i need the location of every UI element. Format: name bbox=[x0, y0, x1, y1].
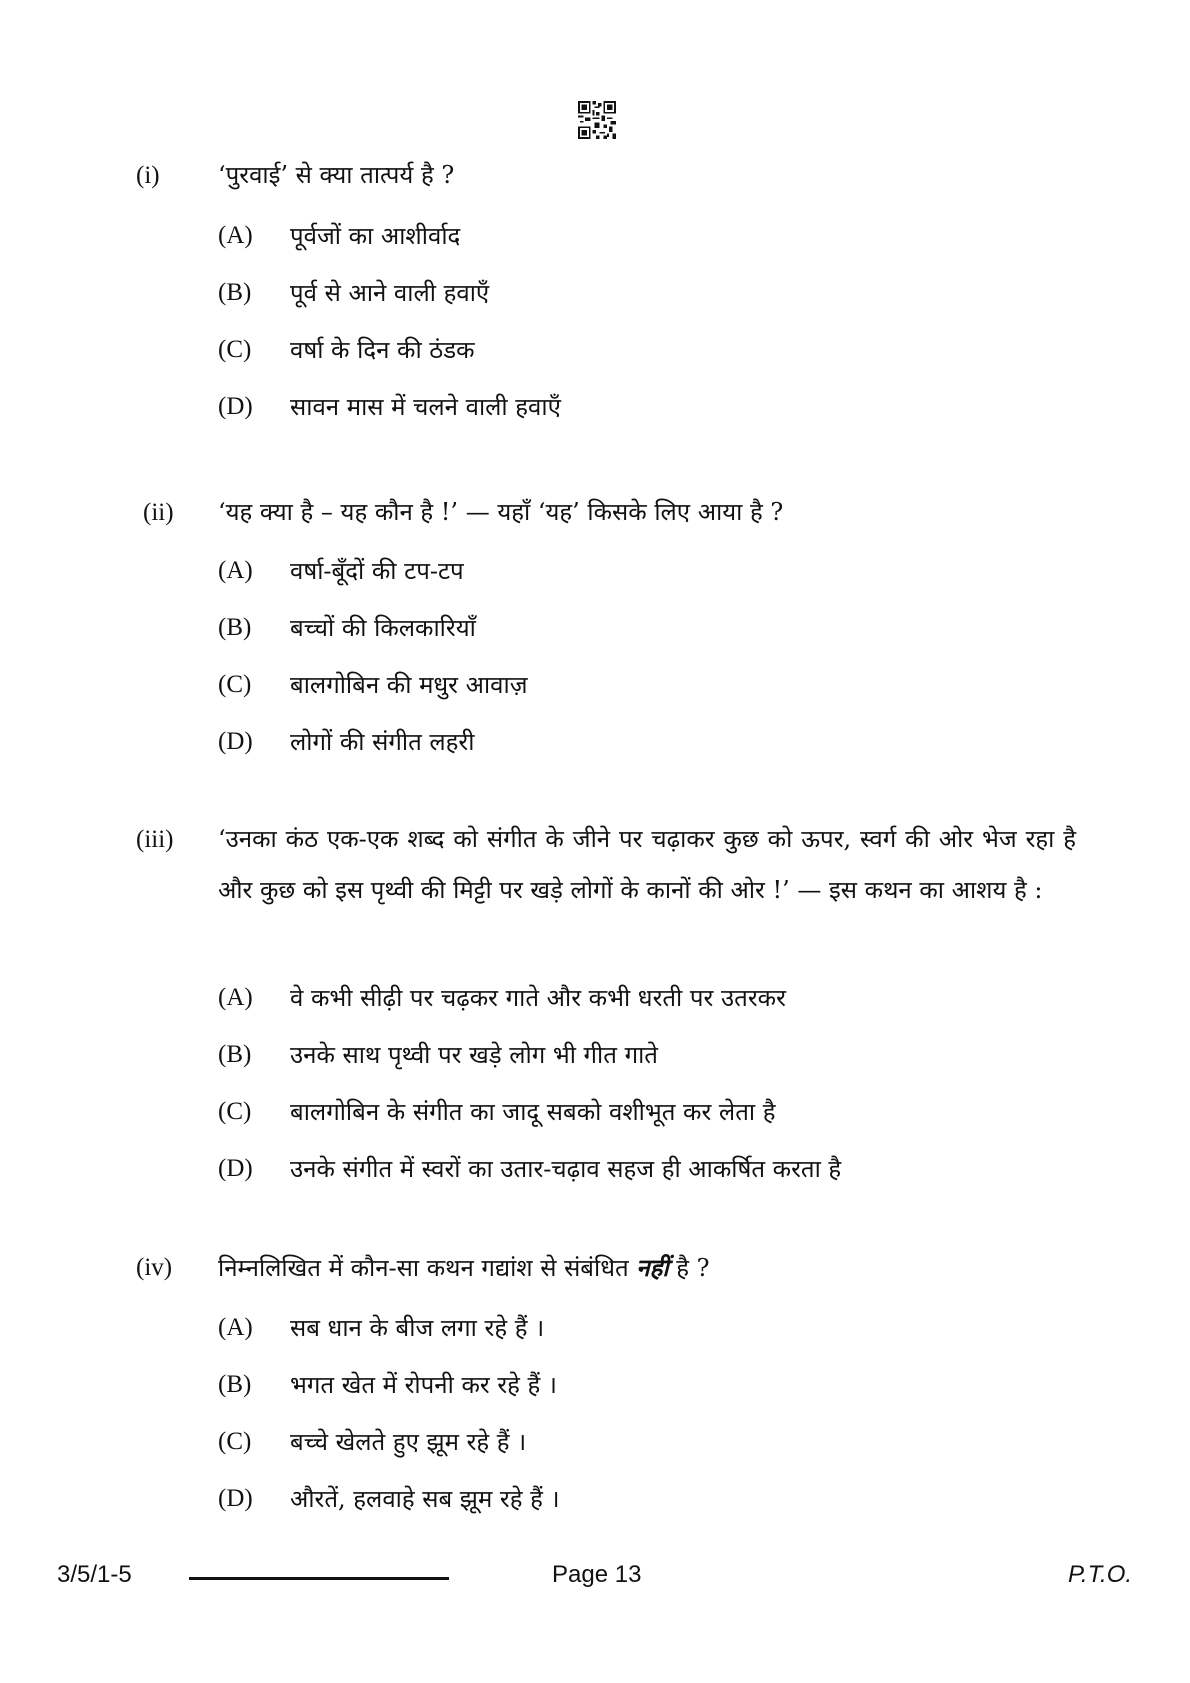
option-letter: (D) bbox=[218, 1155, 253, 1182]
option-letter: (C) bbox=[218, 1428, 252, 1455]
page-footer bbox=[0, 1555, 1190, 1595]
question-text: ‘उनका कंठ एक-एक शब्द को संगीत के जीने पर चढ़ाकर कुछ को ऊपर, स्वर्ग की ओर भेज रहा है और कुछ को इस पृथ्वी की मिट्टी पर खड़े लोगों के कानों की ओर !’ — इस कथन का आशय है : bbox=[218, 825, 1076, 904]
option-text: वे कभी सीढ़ी पर चढ़कर गाते और कभी धरती पर उतरकर bbox=[290, 984, 786, 1012]
footer-divider bbox=[189, 1577, 449, 1580]
option-text: सब धान के बीज लगा रहे हैं । bbox=[290, 1314, 545, 1342]
page-number: Page 13 bbox=[552, 1561, 642, 1588]
option-text: बालगोबिन के संगीत का जादू सबको वशीभूत कर लेता है bbox=[290, 1098, 776, 1126]
option-text: औरतें, हलवाहे सब झूम रहे हैं । bbox=[290, 1485, 560, 1513]
option-text: बालगोबिन की मधुर आवाज़ bbox=[290, 671, 528, 699]
question-text: ‘यह क्या है – यह कौन है !’ — यहाँ ‘यह’ किसके लिए आया है ? bbox=[218, 498, 784, 526]
option-text: उनके संगीत में स्वरों का उतार-चढ़ाव सहज ही आकर्षित करता है bbox=[290, 1155, 842, 1183]
option-letter: (A) bbox=[218, 1314, 253, 1341]
question-text-emphasis: नहीं bbox=[636, 1253, 669, 1282]
question-text bbox=[218, 1242, 1076, 1294]
paper-code: 3/5/1-5 bbox=[57, 1561, 132, 1588]
option-text: वर्षा के दिन की ठंडक bbox=[290, 336, 475, 364]
option-text: पूर्वजों का आशीर्वाद bbox=[290, 222, 461, 250]
option-text: पूर्व से आने वाली हवाएँ bbox=[290, 279, 490, 307]
option-letter: (C) bbox=[218, 336, 252, 363]
qr-code-icon bbox=[578, 101, 616, 139]
option-letter: (D) bbox=[218, 1485, 253, 1512]
please-turn-over: P.T.O. bbox=[1068, 1561, 1133, 1588]
question-number: (i) bbox=[136, 162, 160, 189]
option-letter: (B) bbox=[218, 1041, 252, 1068]
question-text: ‘पुरवाई’ से क्या तात्पर्य है ? bbox=[218, 161, 455, 189]
option-letter: (B) bbox=[218, 1371, 252, 1398]
question-text-before: निम्नलिखित में कौन-सा कथन गद्यांश से संबंधित bbox=[218, 1254, 637, 1282]
option-letter: (A) bbox=[218, 557, 253, 584]
question-text-after: है ? bbox=[668, 1254, 710, 1282]
option-letter: (C) bbox=[218, 671, 252, 698]
option-text: उनके साथ पृथ्वी पर खड़े लोग भी गीत गाते bbox=[290, 1041, 658, 1069]
option-letter: (B) bbox=[218, 279, 252, 306]
option-letter: (C) bbox=[218, 1098, 252, 1125]
option-letter: (A) bbox=[218, 222, 253, 249]
option-letter: (B) bbox=[218, 614, 252, 641]
question-number: (iv) bbox=[136, 1254, 173, 1281]
question-number: (ii) bbox=[143, 499, 174, 526]
option-text: सावन मास में चलने वाली हवाएँ bbox=[290, 393, 561, 421]
option-letter: (D) bbox=[218, 393, 253, 420]
option-letter: (D) bbox=[218, 728, 253, 755]
option-letter: (A) bbox=[218, 984, 253, 1011]
option-text: बच्चों की किलकारियाँ bbox=[290, 614, 476, 642]
option-text: वर्षा-बूँदों की टप-टप bbox=[290, 557, 464, 585]
question-number: (iii) bbox=[136, 826, 174, 853]
option-text: भगत खेत में रोपनी कर रहे हैं । bbox=[290, 1371, 557, 1399]
option-text: बच्चे खेलते हुए झूम रहे हैं । bbox=[290, 1428, 527, 1456]
option-text: लोगों की संगीत लहरी bbox=[290, 728, 475, 756]
